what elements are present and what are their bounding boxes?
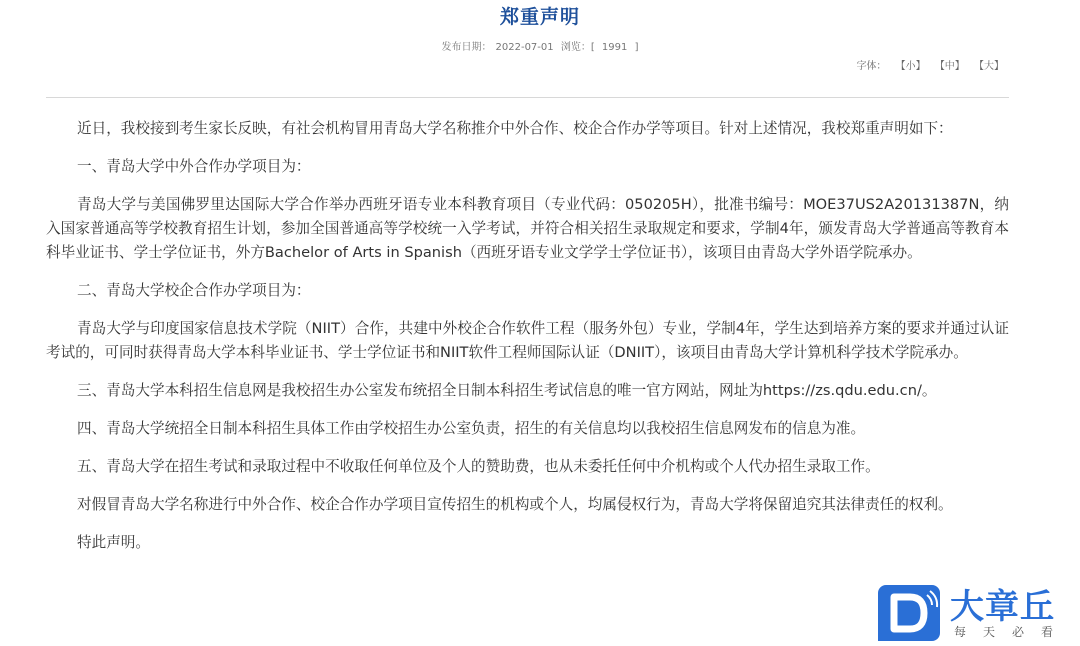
font-medium-button[interactable]: 【中】: [934, 61, 965, 72]
closing-paragraph: 特此声明。: [77, 534, 150, 551]
article-meta: [0, 38, 1080, 53]
publish-date-label: 发布日期：: [441, 42, 492, 53]
brand-slogan: 每天必看: [954, 625, 1071, 639]
views-count: 1991: [601, 42, 628, 53]
intro-paragraph: 近日，我校接到考生家长反映，有社会机构冒用青岛大学名称推介中外合作、校企合作办学等项目。针对上述情况，我校郑重声明如下：: [77, 120, 953, 137]
brand-d-icon: [878, 585, 940, 641]
font-large-button[interactable]: 【大】: [974, 61, 1004, 72]
font-size-label: 字体：: [856, 61, 887, 72]
section2-heading: 二、青岛大学校企合作办学项目为：: [77, 282, 311, 299]
warning-paragraph: 对假冒青岛大学名称进行中外合作、校企合作办学项目宣传招生的机构或个人，均属侵权行为，青岛大学将保留追究其法律责任的权利。: [77, 496, 953, 513]
header-divider: [46, 97, 1009, 98]
section1-paragraph: 青岛大学与美国佛罗里达国际大学合作举办西班牙语专业本科教育项目（专业代码：050205H），批准书编号：MOE37US2A20131387N，纳入国家普通高等学校教育招生计划，参加全国普通高等学校统一入学考试，并符合相关招生录取规定和要求，学制4年，颁发青岛大学普通高等教育本科毕业证书、学士学位证书，外方Bachelor of Arts in Spanish（西班牙语专业文学学士学位证书），该项目由青岛大学外语学院承办。: [46, 196, 1009, 261]
section5-paragraph: 五、青岛大学在招生考试和录取过程中不收取任何单位及个人的赞助费，也从未委托任何中介机构或个人代办招生录取工作。: [77, 458, 880, 475]
brand-name: 大章丘: [950, 587, 1055, 627]
article-content: [46, 117, 1009, 555]
views-close: ]: [634, 42, 639, 53]
section1-heading: 一、青岛大学中外合作办学项目为：: [77, 158, 311, 175]
font-size-switcher: [856, 57, 1004, 72]
publish-date: 2022-07-01: [495, 42, 554, 53]
page-title: 郑重声明: [499, 6, 580, 28]
watermark-logo: [878, 583, 1080, 646]
section2-paragraph: 青岛大学与印度国家信息技术学院（NIIT）合作，共建中外校企合作软件工程（服务外包）专业，学制4年，学生达到培养方案的要求并通过认证考试的，可同时获得青岛大学本科毕业证书、学士学位证书和NIIT软件工程师国际认证（DNIIT），该项目由青岛大学计算机科学技术学院承办。: [46, 320, 1009, 361]
section4-paragraph: 四、青岛大学统招全日制本科招生具体工作由学校招生办公室负责，招生的有关信息均以我校招生信息网发布的信息为准。: [77, 420, 866, 437]
font-small-button[interactable]: 【小】: [895, 61, 926, 72]
views-label: 浏览：[: [560, 42, 595, 53]
section3-paragraph: 三、青岛大学本科招生信息网是我校招生办公室发布统招全日制本科招生考试信息的唯一官方网站，网址为https://zs.qdu.edu.cn/。: [77, 382, 937, 399]
brand-d-glyph-icon: [878, 585, 940, 641]
